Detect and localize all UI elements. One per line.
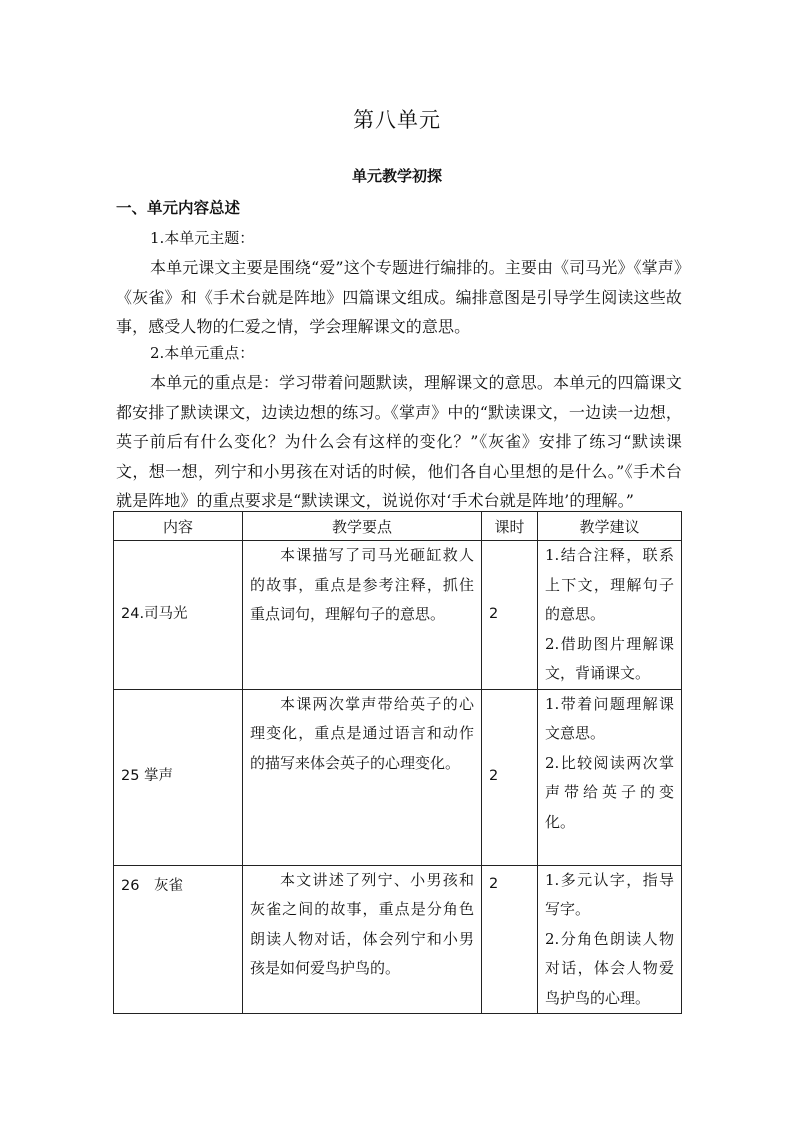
hours-cell: 2 — [482, 865, 538, 1014]
lesson-cell: 25 掌声 — [114, 689, 243, 865]
points-text: 本课描写了司马光砸缸救人的故事，重点是参考注释，抓住重点词句，理解句子的意思。 — [250, 546, 474, 623]
suggestion-item: 1.带着问题理解课文意思。 — [545, 694, 674, 742]
header-suggestions: 教学建议 — [538, 512, 682, 541]
hours-cell: 2 — [482, 689, 538, 865]
suggestion-item: 1.多元认字，指导写字。 — [545, 870, 674, 918]
table-row — [114, 541, 682, 690]
table-row — [114, 689, 682, 865]
header-key-points: 教学要点 — [243, 512, 482, 541]
item-label-focus: 2.本单元重点： — [150, 344, 255, 362]
suggestion-item: 2.借助图片理解课文，背诵课文。 — [545, 634, 674, 682]
suggestions-cell — [538, 689, 682, 865]
points-cell — [243, 865, 482, 1014]
suggestion-item: 2.比较阅读两次掌声带给英子的变化。 — [545, 753, 674, 831]
suggestion-item: 2.分角色朗读人物对话，体会人物爱鸟护鸟的心理。 — [545, 929, 674, 1007]
lesson-cell: 24.司马光 — [114, 541, 243, 690]
paragraph-focus: 本单元的重点是：学习带着问题默读，理解课文的意思。本单元的四篇课文都安排了默读课文，边读边想的练习。《掌声》中的“默读课文，一边读一边想，英子前后有什么变化？为什么会有这样的变化？”《灰雀》安排了练习“默读课文，想一想，列宁和小男孩在对话的时候，他们各自心里想的是什么。”《手术台就是阵地》的重点要求是“默读课文，说说你对‘手术台就是阵地’的理解。” — [116, 373, 682, 510]
section-heading: 一、单元内容总述 — [116, 198, 241, 217]
points-cell — [243, 689, 482, 865]
lesson-table — [113, 511, 682, 1014]
item-label-theme: 1.本单元主题： — [150, 229, 255, 247]
suggestion-item: 1.结合注释，联系上下文，理解句子的意思。 — [545, 546, 674, 623]
hours-cell: 2 — [482, 541, 538, 690]
points-text: 本课两次掌声带给英子的心理变化，重点是通过语言和动作的描写来体会英子的心理变化。 — [250, 694, 474, 772]
header-content: 内容 — [114, 512, 243, 541]
table-header-row — [114, 512, 682, 541]
page-title: 第八单元 — [353, 108, 441, 132]
points-text: 本文讲述了列宁、小男孩和灰雀之间的故事，重点是分角色朗读人物对话，体会列宁和小男孩是如何爱鸟护鸟的。 — [250, 870, 474, 977]
lesson-cell: 26 灰雀 — [114, 865, 243, 1014]
table-row — [114, 865, 682, 1014]
suggestions-cell — [538, 541, 682, 690]
paragraph-theme: 本单元课文主要是围绕“爱”这个专题进行编排的。主要由《司马光》《掌声》《灰雀》和《手术台就是阵地》四篇课文组成。编排意图是引导学生阅读这些故事，感受人物的仁爱之情，学会理解课文的意思。 — [116, 258, 682, 336]
suggestions-cell — [538, 865, 682, 1014]
header-hours: 课时 — [482, 512, 538, 541]
points-cell — [243, 541, 482, 690]
sub-title: 单元教学初探 — [351, 167, 442, 185]
